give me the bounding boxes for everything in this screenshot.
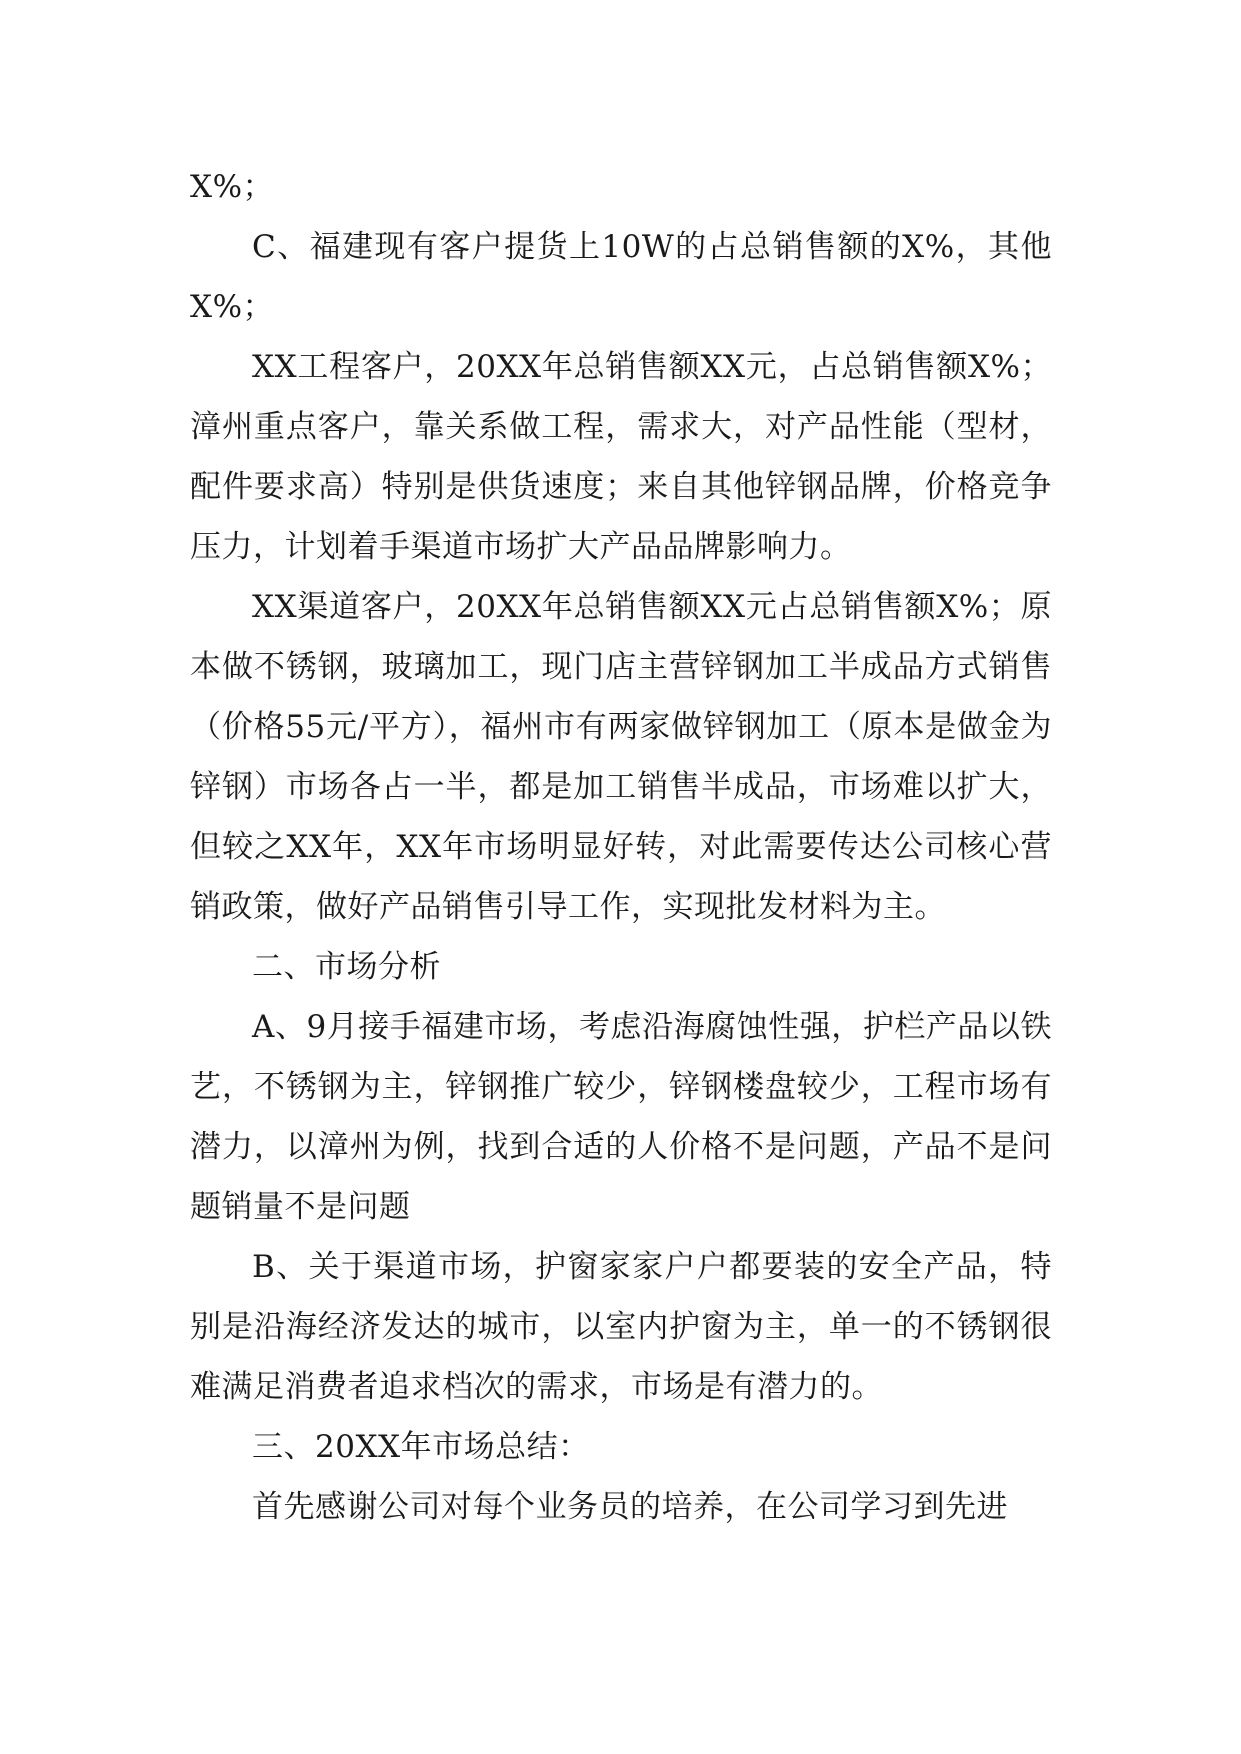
- paragraph-a-market-analysis: A、9月接手福建市场，考虑沿海腐蚀性强，护栏产品以铁艺，不锈钢为主，锌钢推广较少，锌钢楼盘较少，工程市场有潜力，以漳州为例，找到合适的人价格不是问题，产品不是问题销量不是问题: [190, 1009, 1052, 1225]
- paragraph-b-channel-market: B、关于渠道市场，护窗家家户户都要装的安全产品，特别是沿海经济发达的城市，以室内护窗为主，单一的不锈钢很难满足消费者追求档次的需求，市场是有潜力的。: [190, 1249, 1052, 1405]
- heading-market-summary: 三、20XX年市场总结：: [252, 1429, 590, 1465]
- heading-market-analysis: 二、市场分析: [252, 949, 441, 985]
- paragraph-continuation: X%；: [190, 169, 275, 205]
- paragraph-engineering-customers: XX工程客户，20XX年总销售额XX元，占总销售额X%；漳州重点客户，靠关系做工程，需求大，对产品性能（型材，配件要求高）特别是供货速度；来自其他锌钢品牌，价格竞争压力，计划着手渠道市场扩大产品品牌影响力。: [190, 349, 1052, 565]
- paragraph-summary-intro: 首先感谢公司对每个业务员的培养，在公司学习到先进: [252, 1489, 1008, 1525]
- document-body: [190, 157, 1052, 1537]
- paragraph-c-fujian-customers: C、福建现有客户提货上10W的占总销售额的X%，其他X%；: [190, 229, 1052, 325]
- paragraph-channel-customers: XX渠道客户，20XX年总销售额XX元占总销售额X%；原本做不锈钢，玻璃加工，现门店主营锌钢加工半成品方式销售（价格55元/平方），福州市有两家做锌钢加工（原本是做金为锌钢）市场各占一半，都是加工销售半成品，市场难以扩大，但较之XX年，XX年市场明显好转，对此需要传达公司核心营销政策，做好产品销售引导工作，实现批发材料为主。: [190, 589, 1052, 925]
